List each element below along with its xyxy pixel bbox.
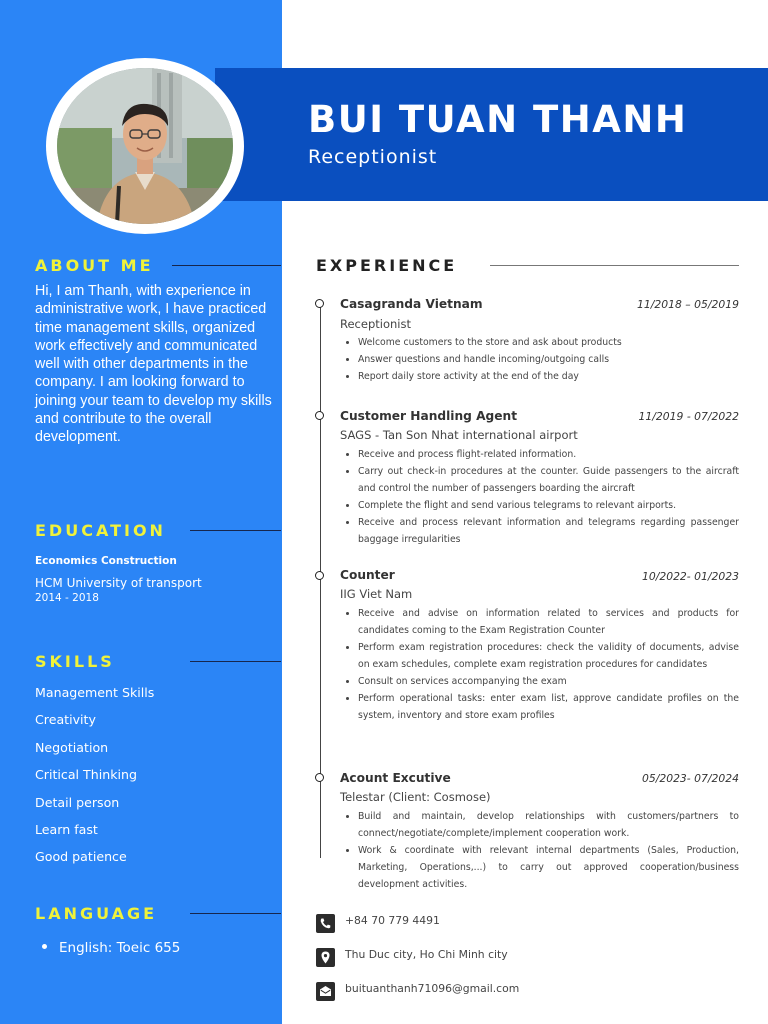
contact-phone[interactable]: +84 70 779 4491 [345, 914, 440, 927]
skill-item: Negotiation [35, 739, 109, 755]
duty-item: Answer questions and handle incoming/outgoing calls [358, 351, 739, 368]
job-dates: 10/2022- 01/2023 [641, 570, 739, 583]
timeline-dot [315, 299, 324, 308]
skill-item: Management Skills [35, 685, 155, 700]
job-company: Telestar (Client: Cosmose) [340, 790, 491, 804]
language-label: English: Toeic 655 [59, 940, 181, 956]
skill-item: Good patience [35, 849, 127, 865]
contact-address: Thu Duc city, Ho Chi Minh city [345, 948, 508, 961]
duty-item: Carry out check-in procedures at the counter. Guide passengers to the aircraft and control the number of passengers boarding the aircraft [358, 463, 739, 497]
job-duties [358, 808, 739, 893]
timeline-dot [315, 773, 324, 782]
duty-item: Report daily store activity at the end of the day [358, 368, 739, 385]
timeline-dot [315, 571, 324, 580]
profile-photo [57, 68, 233, 224]
skills-divider [190, 661, 281, 662]
duty-item: Receive and process relevant information and telegrams regarding passenger baggage irregularities [358, 514, 739, 548]
experience-heading: EXPERIENCE [316, 256, 458, 275]
skill-item: Learn fast [35, 821, 98, 837]
job-company: Receptionist [340, 317, 411, 331]
timeline-dot [315, 411, 324, 420]
contact-email[interactable]: buituanthanh71096@gmail.com [345, 982, 520, 995]
duty-item: Perform exam registration procedures: check the validity of documents, advise on exam schedules, complete exam registration procedures for candidates [358, 639, 739, 673]
about-divider [172, 265, 281, 266]
job-dates: 05/2023- 07/2024 [641, 772, 739, 785]
about-heading: ABOUT ME [35, 256, 154, 275]
education-degree: Economics Construction [35, 555, 177, 567]
job-title: Acount Excutive [340, 771, 451, 785]
duty-item: Perform operational tasks: enter exam list, approve candidate profiles on the system, inventory and store exam profiles [358, 690, 739, 724]
location-pin-icon [316, 948, 335, 967]
skill-item: Creativity [35, 712, 96, 728]
job-title: Counter [340, 568, 395, 582]
job-title: Casagranda Vietnam [340, 297, 483, 311]
skill-item: Detail person [35, 794, 120, 810]
experience-divider [490, 265, 739, 266]
skill-item: Critical Thinking [35, 767, 137, 783]
phone-icon [316, 914, 335, 933]
job-dates: 11/2019 - 07/2022 [638, 410, 739, 423]
duty-item: Work & coordinate with relevant internal departments (Sales, Production, Marketing, Operations,...) to carry out approved cooperation/business development activities. [358, 842, 739, 893]
job-duties [358, 605, 739, 724]
duty-item: Welcome customers to the store and ask about products [358, 334, 739, 351]
job-duties [358, 334, 739, 385]
education-heading: EDUCATION [35, 521, 166, 540]
language-divider [190, 913, 281, 914]
skills-list [35, 685, 154, 877]
envelope-icon [316, 982, 335, 1001]
candidate-role: Receptionist [308, 146, 438, 168]
duty-item: Receive and process flight-related information. [358, 446, 739, 463]
language-heading: LANGUAGE [35, 904, 158, 923]
language-item [42, 940, 180, 956]
job-dates: 11/2018 – 05/2019 [637, 298, 739, 311]
duty-item: Complete the flight and send various telegrams to relevant airports. [358, 497, 739, 514]
job-duties [358, 446, 739, 548]
duty-item: Consult on services accompanying the exam [358, 673, 739, 690]
job-company: IIG Viet Nam [340, 587, 413, 601]
duty-item: Build and maintain, develop relationships with customers/partners to connect/negotiate/complete/implement cooperation work. [358, 808, 739, 842]
candidate-name: BUI TUAN THANH [308, 98, 688, 141]
duty-item: Receive and advise on information related to services and products for candidates coming to the Exam Registration Counter [358, 605, 739, 639]
education-years: 2014 - 2018 [35, 592, 99, 604]
job-company: SAGS - Tan Son Nhat international airport [340, 428, 578, 442]
education-school: HCM University of transport [35, 576, 202, 590]
skills-heading: SKILLS [35, 652, 115, 671]
about-text: Hi, I am Thanh, with experience in administrative work, I have practiced time management skills, organized work effectively and communicated well with other departments in the company. I am looking forward to joining your team to develop my skills and contribute to the overall development. [35, 283, 272, 446]
bullet-dot [42, 944, 47, 949]
job-title: Customer Handling Agent [340, 409, 518, 423]
education-divider [190, 530, 281, 531]
